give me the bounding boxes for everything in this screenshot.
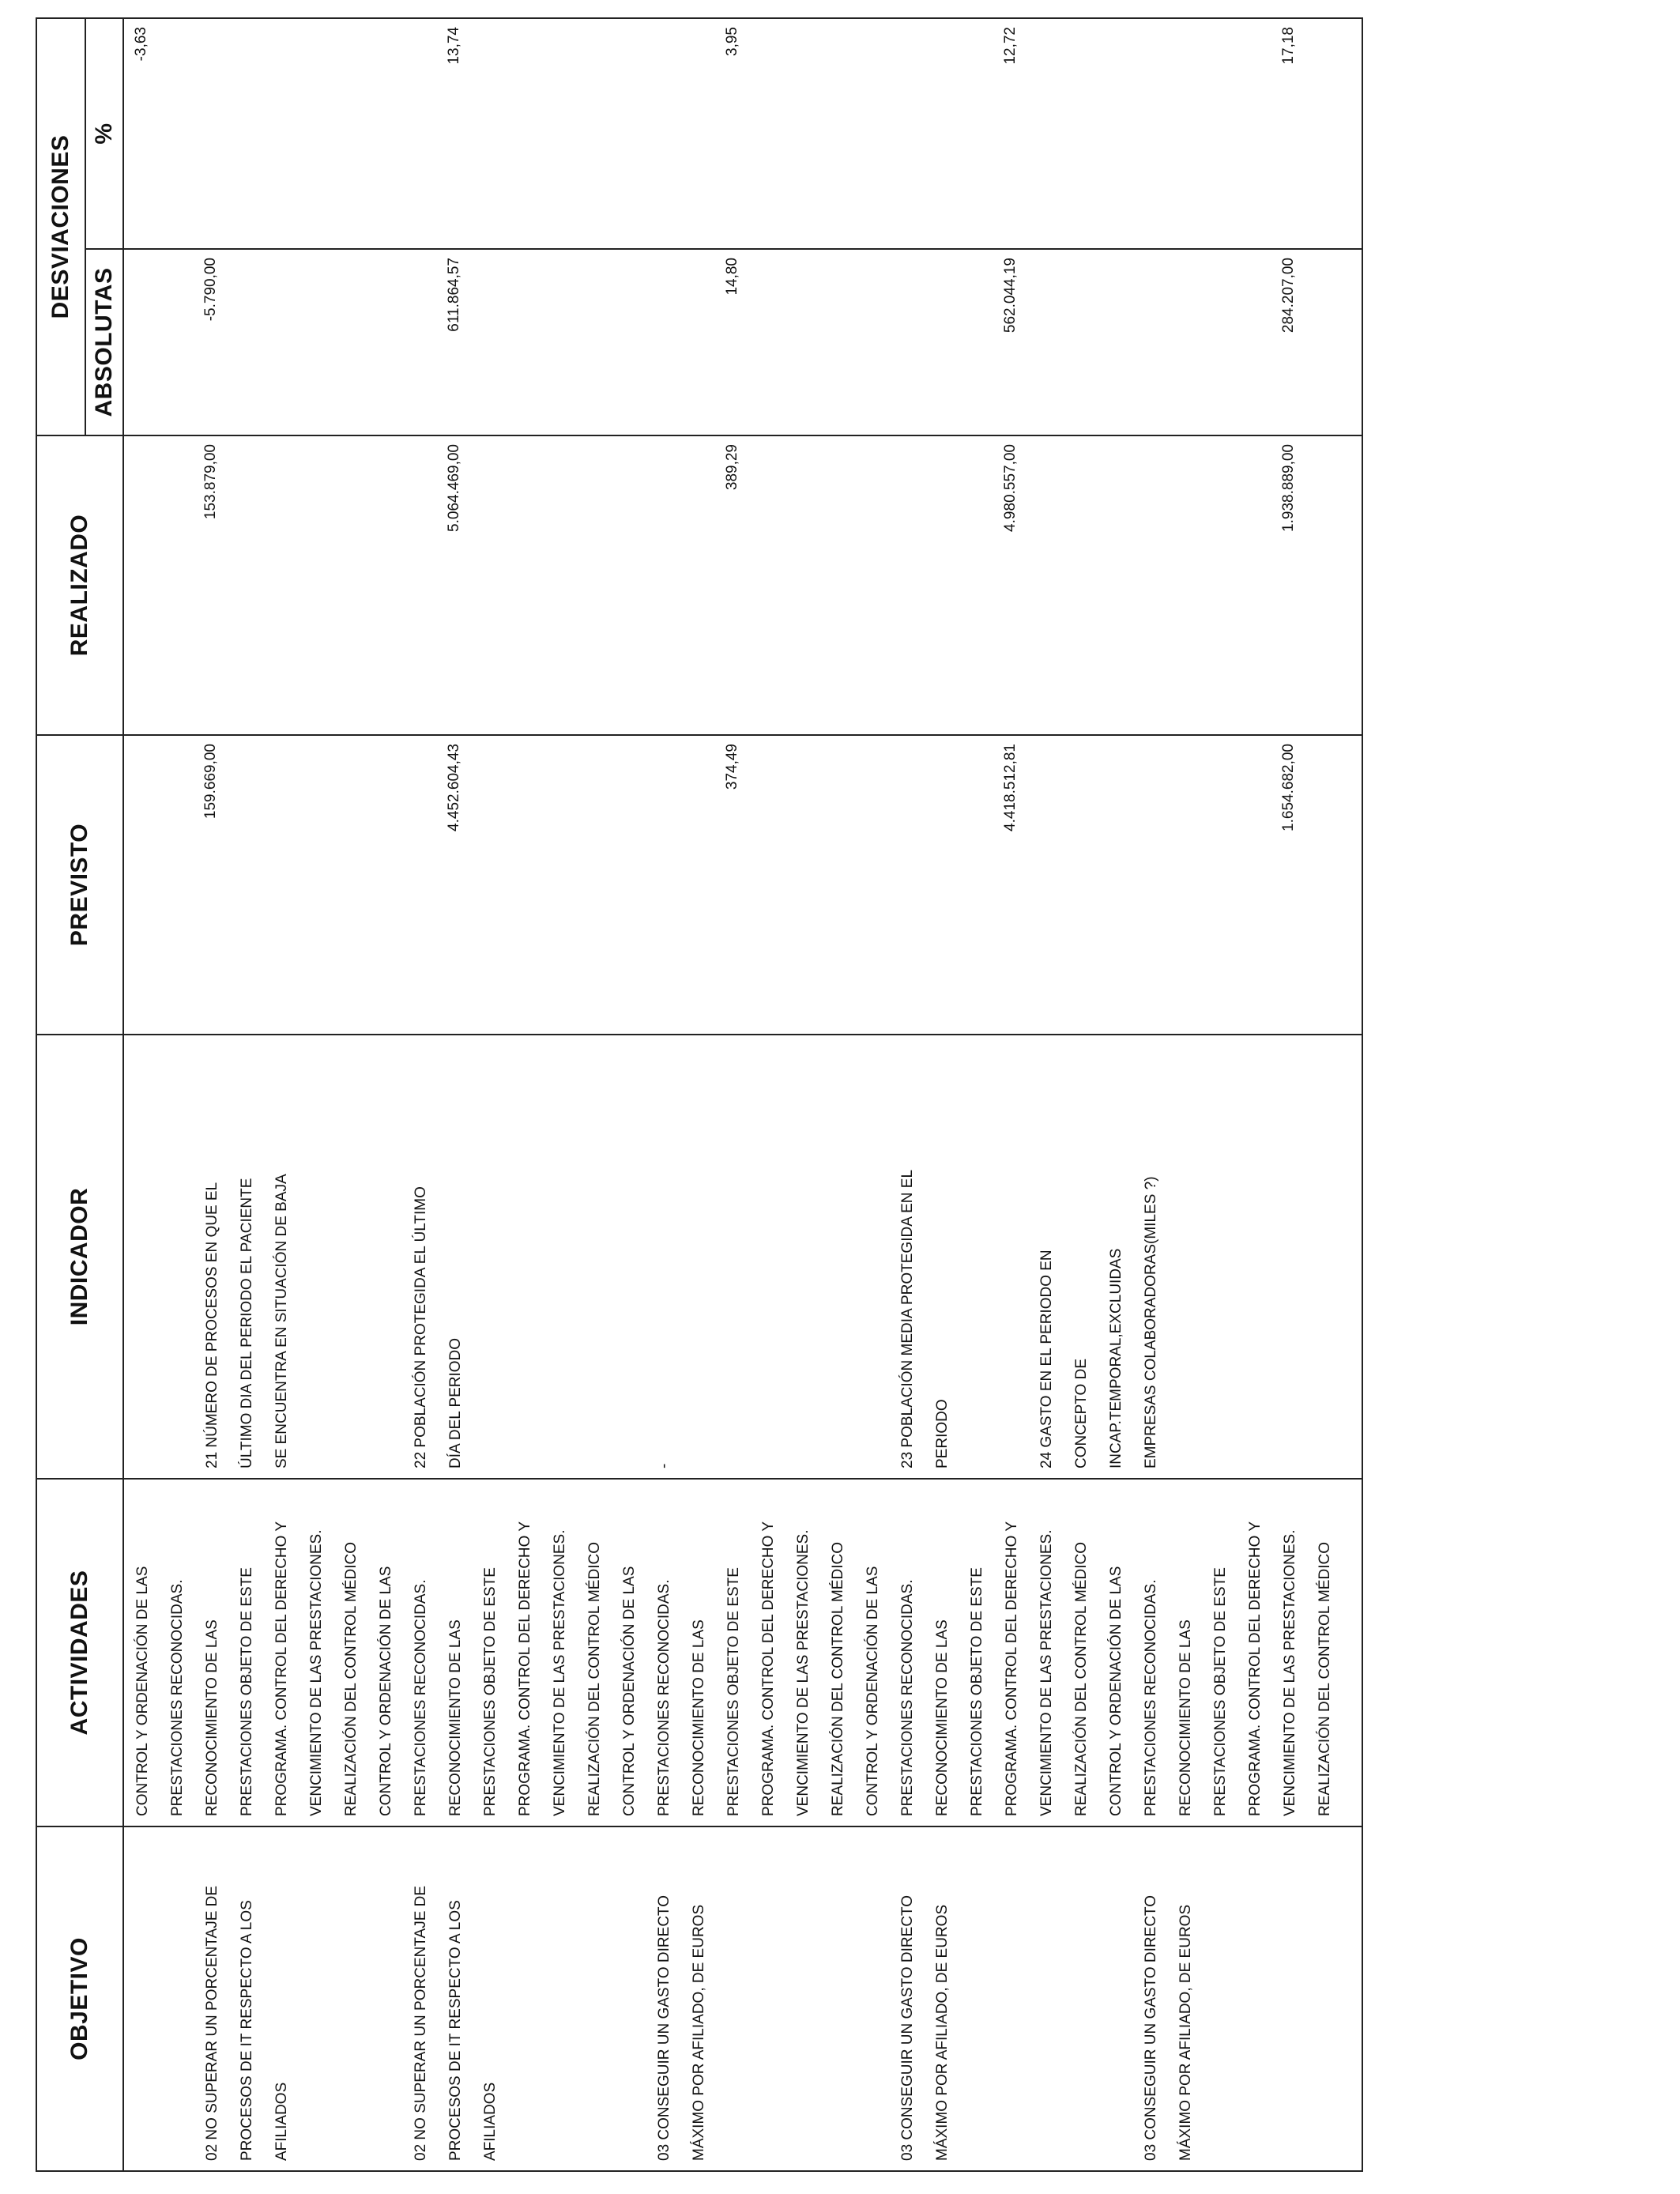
header-realizado: REALIZADO [36,435,123,735]
header-actividades: ACTIVIDADES [36,1479,123,1826]
porcentaje-value: -3,63 [133,27,149,62]
indicador-block-1 [195,1045,299,1468]
actividad-line: RECONOCIMIENTO DE LAS [691,1619,707,1816]
objetivo-block-5 [1134,1837,1203,2161]
actividad-line: VENCIMIENTO DE LAS PRESTACIONES. [795,1529,812,1816]
indicador-line: 24 GASTO EN EL PERIODO EN [1038,1250,1055,1468]
indicador-line: - [656,1463,672,1468]
realizado-value: 1.938.889,00 [1280,444,1297,532]
absolutas-value: 284.207,00 [1280,258,1297,334]
actividad-line: RECONOCIMIENTO DE LAS [447,1619,464,1816]
previsto-value: 4.418.512,81 [1002,744,1019,831]
actividad-line: CONTROL Y ORDENACIÓN DE LAS [864,1566,881,1816]
actividad-line: RECONOCIMIENTO DE LAS [934,1619,951,1816]
absolutas-value: -5.790,00 [202,258,219,322]
table-row [123,18,1362,2171]
actividad-line: REALIZACIÓN DEL CONTROL MÉDICO [586,1542,603,1816]
actividad-line: PRESTACIONES RECONOCIDAS. [1143,1579,1159,1816]
objetivo-line: MÁXIMO POR AFILIADO, DE EUROS [934,1904,951,2161]
objetivo-line: 02 NO SUPERAR UN PORCENTAJE DE [204,1885,220,2161]
indicador-line: CONCEPTO DE [1073,1358,1090,1468]
objetivo-line: 03 CONSEGUIR UN GASTO DIRECTO [656,1894,672,2161]
actividad-line: VENCIMIENTO DE LAS PRESTACIONES. [1038,1529,1055,1816]
indicador-block-3 [647,1045,682,1468]
indicador-line: INCAP.TEMPORAL,EXCLUIDAS [1108,1248,1124,1468]
actividad-line: PRESTACIONES OBJETO DE ESTE [969,1567,985,1816]
indicador-line: 23 POBLACIÓN MEDIA PROTEGIDA EN EL [899,1169,916,1468]
header-desviaciones: DESVIACIONES [36,18,85,435]
header-absolutas: ABSOLUTAS [85,249,123,435]
porcentaje-value: 12,72 [1002,27,1019,65]
objetivo-block-2 [404,1837,508,2161]
actividad-line: CONTROL Y ORDENACIÓN DE LAS [621,1566,638,1816]
actividad-line: CONTROL Y ORDENACIÓN DE LAS [1108,1566,1124,1816]
indicador-block-5 [1030,1045,1169,1468]
previsto-value: 4.452.604,43 [446,744,462,831]
header-objetivo: OBJETIVO [36,1826,123,2171]
actividad-line: PROGRAMA. CONTROL DEL DERECHO Y [1004,1521,1020,1816]
actividad-line: CONTROL Y ORDENACIÓN DE LAS [134,1566,151,1816]
actividad-line: PRESTACIONES OBJETO DE ESTE [239,1567,255,1816]
indicador-cell [123,1035,1362,1479]
objectives-table [36,17,1363,2172]
header-porcentaje: % [85,18,123,249]
actividad-line: VENCIMIENTO DE LAS PRESTACIONES. [552,1529,568,1816]
actividad-line: REALIZACIÓN DEL CONTROL MÉDICO [830,1542,846,1816]
header-indicador: INDICADOR [36,1035,123,1479]
objetivo-line: PROCESOS DE IT RESPECTO A LOS [239,1900,255,2161]
realizado-value: 5.064.469,00 [446,444,462,532]
objetivo-line: PROCESOS DE IT RESPECTO A LOS [447,1900,464,2161]
indicador-line: DÍA DEL PERIODO [447,1337,464,1468]
indicador-block-4 [891,1045,960,1468]
realizado-cell [123,435,1362,735]
objetivo-line: MÁXIMO POR AFILIADO, DE EUROS [691,1904,707,2161]
porcentaje-value: 13,74 [446,27,462,65]
objetivo-line: 03 CONSEGUIR UN GASTO DIRECTO [1143,1894,1159,2161]
previsto-cell [123,735,1362,1035]
actividad-line: PRESTACIONES RECONOCIDAS. [412,1579,429,1816]
actividad-line: PRESTACIONES RECONOCIDAS. [169,1579,186,1816]
objetivo-line: 03 CONSEGUIR UN GASTO DIRECTO [899,1894,916,2161]
indicador-block-2 [404,1045,473,1468]
indicador-line: EMPRESAS COLABORADORAS(MILES ?) [1143,1176,1159,1468]
actividad-line: PROGRAMA. CONTROL DEL DERECHO Y [273,1521,290,1816]
indicador-line: ÚLTIMO DIA DEL PERIODO EL PACIENTE [239,1178,255,1468]
absolutas-cell [123,249,1362,435]
actividad-line: PRESTACIONES RECONOCIDAS. [899,1579,916,1816]
actividad-line: REALIZACIÓN DEL CONTROL MÉDICO [1317,1542,1333,1816]
indicador-line: PERIODO [934,1399,951,1468]
absolutas-value: 611.864,57 [446,258,462,332]
actividad-line: REALIZACIÓN DEL CONTROL MÉDICO [343,1542,360,1816]
actividad-line: PROGRAMA. CONTROL DEL DERECHO Y [517,1521,533,1816]
porcentaje-value: 3,95 [724,27,740,56]
actividad-line: PRESTACIONES RECONOCIDAS. [656,1579,672,1816]
previsto-value: 159.669,00 [202,744,219,820]
realizado-value: 4.980.557,00 [1002,444,1019,532]
objetivo-line: 02 NO SUPERAR UN PORCENTAJE DE [412,1885,429,2161]
porcentaje-cell [123,18,1362,249]
objetivo-line: AFILIADOS [482,2082,499,2161]
objetivo-line: MÁXIMO POR AFILIADO, DE EUROS [1177,1904,1194,2161]
actividad-line: RECONOCIMIENTO DE LAS [1177,1619,1194,1816]
actividad-line: PROGRAMA. CONTROL DEL DERECHO Y [1247,1521,1264,1816]
previsto-value: 374,49 [724,744,740,790]
header-previsto: PREVISTO [36,735,123,1035]
indicador-line: SE ENCUENTRA EN SITUACIÓN DE BAJA [273,1174,290,1468]
porcentaje-value: 17,18 [1280,27,1297,65]
absolutas-value: 562.044,19 [1002,258,1019,334]
realizado-value: 153.879,00 [202,444,219,520]
objetivo-block-4 [891,1837,960,2161]
indicador-line: 21 NÚMERO DE PROCESOS EN QUE EL [204,1182,220,1468]
objetivo-block-1 [195,1837,299,2161]
actividad-line: PRESTACIONES OBJETO DE ESTE [1212,1567,1229,1816]
previsto-value: 1.654.682,00 [1280,744,1297,831]
objetivo-block-3 [647,1837,717,2161]
actividad-line: VENCIMIENTO DE LAS PRESTACIONES. [1282,1529,1298,1816]
objetivo-cell [123,1826,1362,2171]
rotated-table-wrapper [36,19,1363,2172]
objetivo-line: AFILIADOS [273,2082,290,2161]
realizado-value: 389,29 [724,444,740,491]
indicador-line: 22 POBLACIÓN PROTEGIDA EL ÚLTIMO [412,1186,429,1468]
actividad-line: PROGRAMA. CONTROL DEL DERECHO Y [760,1521,777,1816]
actividad-line: PRESTACIONES OBJETO DE ESTE [725,1567,742,1816]
actividades-cell [123,1479,1362,1826]
actividad-line: CONTROL Y ORDENACIÓN DE LAS [378,1566,394,1816]
actividad-line: VENCIMIENTO DE LAS PRESTACIONES. [308,1529,325,1816]
actividad-line: PRESTACIONES OBJETO DE ESTE [482,1567,499,1816]
actividad-line: REALIZACIÓN DEL CONTROL MÉDICO [1073,1542,1090,1816]
actividad-line: RECONOCIMIENTO DE LAS [204,1619,220,1816]
absolutas-value: 14,80 [724,258,740,296]
